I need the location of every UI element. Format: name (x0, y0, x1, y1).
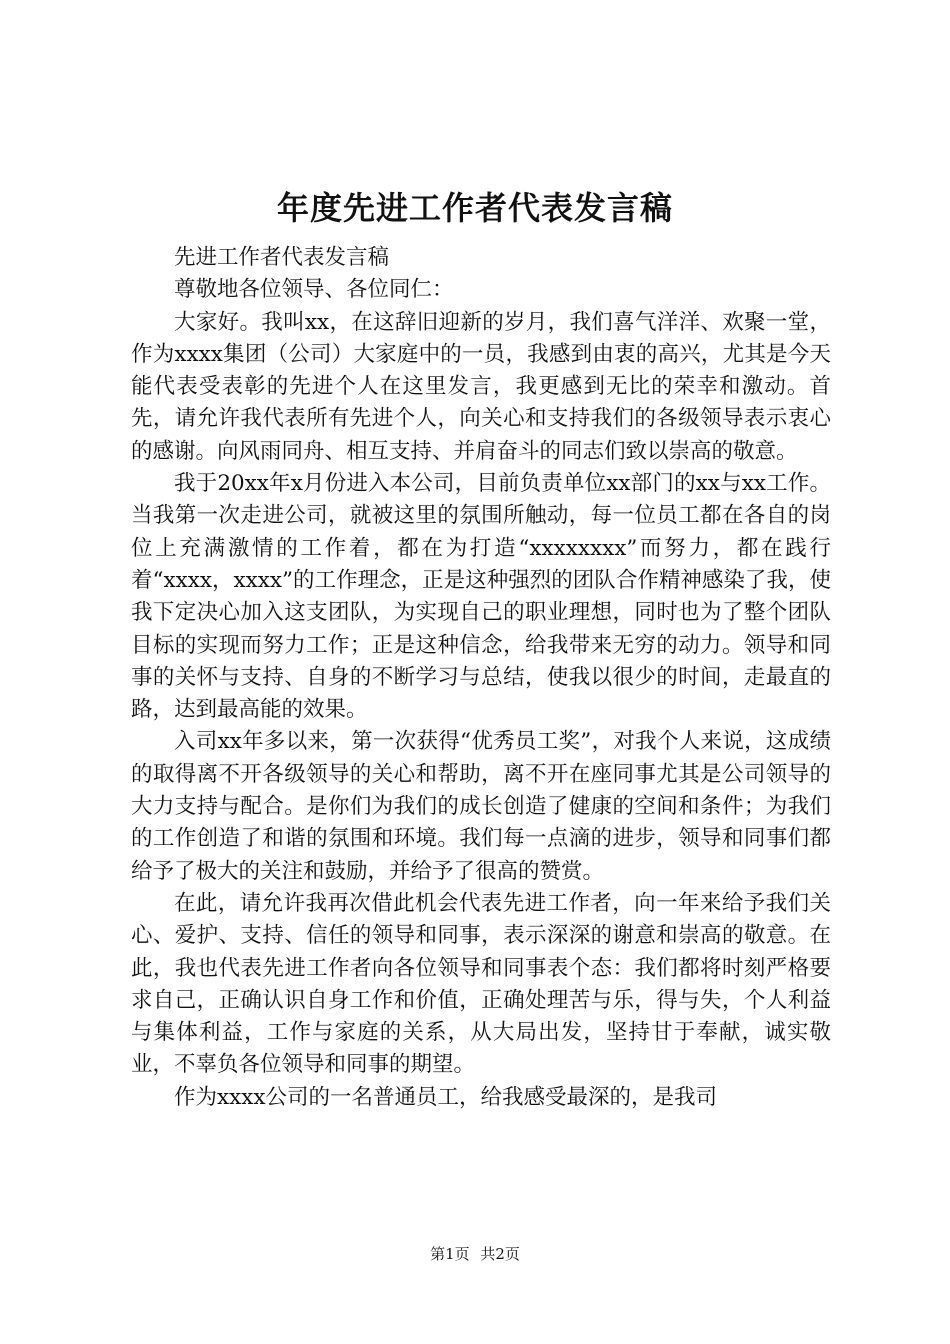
paragraph: 大家好。我叫xx，在这辞旧迎新的岁月，我们喜气洋洋、欢聚一堂，作为xxxx集团（公司）大家庭中的一员，我感到由衷的高兴，尤其是今天能代表受表彰的先进个人在这里发言，我更感到无比的荣幸和激动。首先，请允许我代表所有先进个人，向关心和支持我们的各级领导表示衷心的感谢。向风雨同舟、相互支持、并肩奋斗的同志们致以崇高的敬意。 (131, 309, 831, 464)
paragraph: 入司xx年多以来，第一次获得“优秀员工奖”，对我个人来说，这成绩的取得离不开各级领导的关心和帮助，离不开在座同事尤其是公司领导的大力支持与配合。是你们为我们的成长创造了健康的空间和条件；为我们的工作创造了和谐的氛围和环境。我们每一点滴的进步，领导和同事们都给予了极大的关注和鼓励，并给予了很高的赞赏。 (131, 729, 831, 884)
paragraph-salutation: 尊敬地各位领导、各位同仁： (174, 277, 454, 303)
page-footer: 第1页 共2页 (430, 1245, 520, 1263)
paragraph: 我于20xx年x月份进入本公司，目前负责单位xx部门的xx与xx工作。当我第一次走进公司，就被这里的氛围所触动，每一位员工都在各自的岗位上充满激情的工作着，都在为打造“xxxxxxxx”而努力，都在践行着“xxxx，xxxx”的工作理念，正是这种强烈的团队合作精神感染了我，使我下定决心加入这支团队，为实现自己的职业理想，同时也为了整个团队目标的实现而努力工作；正是这种信念，给我带来无穷的动力。领导和同事的关怀与支持、自身的不断学习与总结，使我以很少的时间，走最直的路，达到最高能的效果。 (131, 471, 831, 723)
paragraph: 在此，请允许我再次借此机会代表先进工作者，向一年来给予我们关心、爱护、支持、信任的领导和同事，表示深深的谢意和崇高的敬意。在此，我也代表先进工作者向各位领导和同事表个态：我们都将时刻严格要求自己，正确认识自身工作和价值，正确处理苦与乐，得与失，个人利益与集体利益，工作与家庭的关系，从大局出发，坚持甘于奉献，诚实敬业，不辜负各位领导和同事的期望。 (131, 890, 831, 1078)
document-body (131, 242, 831, 1114)
paragraph: 作为xxxx公司的一名普通员工，给我感受最深的，是我司 (174, 1084, 718, 1110)
paragraph-heading: 先进工作者代表发言稿 (174, 245, 390, 270)
document-title: 年度先进工作者代表发言稿 (276, 189, 673, 227)
